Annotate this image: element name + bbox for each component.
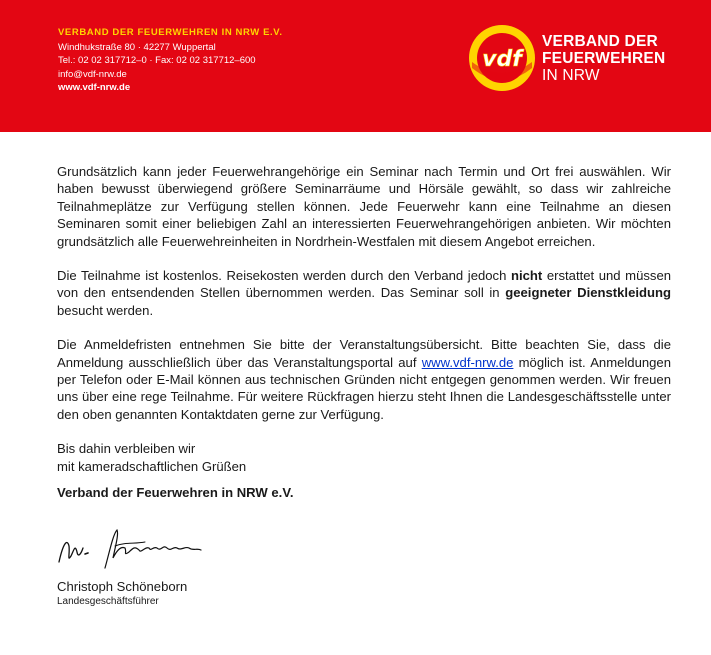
org-email: info@vdf-nrw.de: [58, 68, 127, 80]
signer-block: [57, 578, 187, 609]
org-name: VERBAND DER FEUERWEHREN IN NRW E.V.: [58, 27, 283, 38]
org-phone-fax: Tel.: 02 02 317712–0 · Fax: 02 02 317712–600: [58, 55, 256, 66]
signer-name: Christoph Schöneborn: [57, 579, 188, 594]
vdf-logo-icon: [466, 22, 538, 94]
logo-monogram: vdf: [482, 47, 522, 72]
signer-role: Landesgeschäftsführer: [57, 596, 159, 607]
letterhead: [0, 0, 711, 132]
paragraph-seminar-choice: Grundsätzlich kann jeder Feuerwehrangehörige ein Seminar nach Termin und Ort frei auswählen. Wir haben bewusst überwiegend größere Seminarräume und Hörsäle gewählt, so dass wir zahlreiche Teilnahmeplätze zur Verfügung stellen können. Jede Feuerwehr kann eine Teilnahme an diesen Seminaren somit einer beliebigen Zahl an interessierten Feuerwehrangehörigen anbieten. Wir möchten grundsätzlich alle Feuerwehreinheiten in Nordrhein-Westfalen mit diesem Angebot erreichen.: [57, 164, 671, 249]
logo-line-3: IN NRW: [542, 67, 600, 84]
registration-text-1: Die Anmeldefristen entnehmen Sie bitte der Veranstaltungsübersicht. Bitte beachten Sie, dass die Anmeldung ausschließlich über das Veranstaltungsportal auf: [57, 337, 671, 370]
logo-line-2: FEUERWEHREN: [542, 50, 666, 67]
portal-link[interactable]: www.vdf-nrw.de: [421, 354, 514, 370]
paragraph-costs: [57, 267, 671, 319]
handwritten-signature: [55, 524, 215, 574]
costs-emphasis-nicht: nicht: [510, 268, 543, 284]
costs-text-3: besucht werden.: [57, 302, 154, 318]
logo-wordmark: [542, 33, 665, 84]
org-address: Windhukstraße 80 · 42277 Wuppertal: [58, 41, 216, 53]
registration-text-2: möglich ist. Anmeldungen per Telefon oder E-Mail können aus technischen Gründen nicht entgegen genommen werden. Wir freuen uns über eine rege Teilnahme. Für weitere Rückfragen hierzu steht Ihnen die Landesgeschäftsstelle unter den oben genannten Kontaktdaten gerne zur Verfügung.: [57, 354, 671, 422]
org-website: www.vdf-nrw.de: [58, 82, 131, 93]
paragraph-registration: [57, 336, 671, 423]
letter-body: [57, 163, 671, 502]
closing-line-2: mit kameradschaftlichen Grüßen: [57, 458, 247, 474]
logo-line-1: VERBAND DER: [542, 33, 658, 50]
closing-org: Verband der Feuerwehren in NRW e.V.: [57, 485, 294, 501]
costs-text-2: erstattet und müssen von den entsendenden Stellen übernommen werden. Das Seminar soll in: [57, 268, 672, 301]
costs-emphasis-dress: geeigneter Dienstkleidung: [505, 285, 671, 301]
org-contact-block: [58, 26, 283, 95]
closing-line-1: Bis dahin verbleiben wir: [57, 441, 196, 457]
costs-text-1: Die Teilnahme ist kostenlos. Reisekosten werden durch den Verband jedoch: [57, 268, 511, 284]
